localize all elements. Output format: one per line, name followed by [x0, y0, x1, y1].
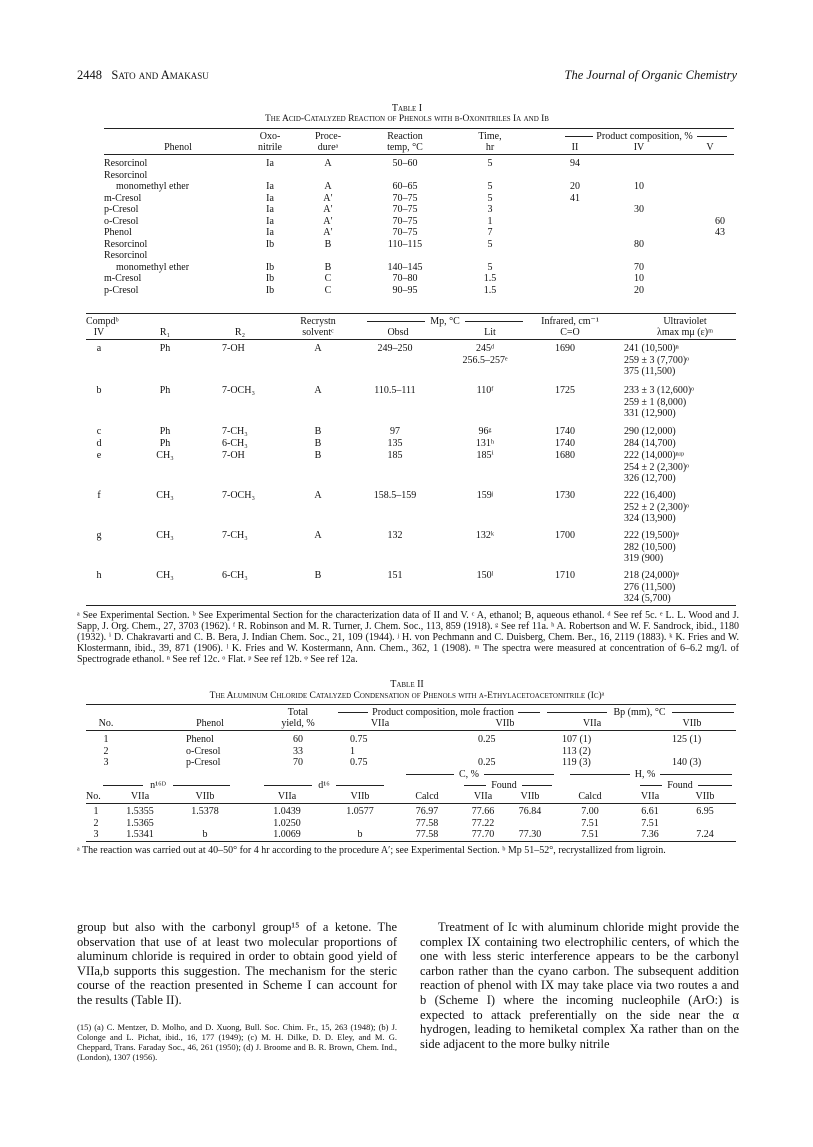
- ii-cell: 94: [570, 158, 580, 169]
- th-hr: hr: [485, 142, 495, 153]
- rule: [86, 339, 736, 340]
- temp-cell: 70–75: [392, 192, 418, 204]
- bp-viia-cell: 113 (2): [562, 745, 591, 757]
- h-calcd-cell: 7.51: [581, 817, 599, 829]
- th-proc2: dureᵃ: [317, 142, 339, 153]
- iv-cell: 10: [634, 273, 644, 284]
- mp-obsd-cell: 135: [387, 438, 403, 449]
- ir-cell: 1740: [555, 438, 575, 449]
- uv-cell: 319 (900): [624, 553, 664, 564]
- time-cell: 1.5: [483, 284, 497, 296]
- h-calcd-cell: 7.51: [581, 829, 599, 840]
- oxonitrile-cell: Ia: [266, 227, 274, 238]
- r1-cell: Ph: [159, 426, 171, 437]
- n-viib-cell: b: [202, 829, 208, 840]
- th-bp-viia: VIIa: [582, 718, 602, 729]
- h-viib-cell: 6.95: [696, 806, 714, 817]
- oxonitrile-cell: Ia: [266, 192, 274, 204]
- mp-obsd-cell: 97: [390, 426, 400, 437]
- time-cell: 7: [487, 227, 493, 238]
- mp-obsd-cell: 249–250: [377, 343, 413, 354]
- rule: [86, 803, 736, 804]
- c-viia-cell: 77.70: [471, 829, 495, 840]
- d-viib-cell: b: [357, 829, 363, 840]
- table1-footnotes: ᵃ See Experimental Section. ᵇ See Experimental Section for the characterization data of II and V. ᶜ A, ethanol; B, aqueous ethanol. ᵈ See ref 5c. ᵉ L. L. Wood and J. Sapp, J. Org. Chem., 27, 3703 (1962). ᶠ R. Robinson and M. R. Turner, J. Chem. Soc., 113, 859 (1918). ᵍ See ref 11a. ʰ A. Robertson and W. F. Sandrock, ibid., 1180 (1932). ⁱ D. Chakravarti and C. B. Bera, J. Indian Chem. Soc., 21, 109 (1944). ʲ H. von Pechmann and C. Duisberg, Chem. Ber., 16, 2119 (1883). ᵏ K. Fries and W. Klostermann, ibid., 39, 871 (1906). ˡ K. Fries and W. Kostermann, Ann. Chem., 362, 1 (1908). ᵐ The spectra were measured at concentration of 6–6.2 mg/l. of Spectrograde ethanol. ⁿ See ref 12c. ᵒ Flat. ᵖ See ref 12b. ᵠ See ref 12a.: [77, 610, 739, 665]
- th2-h-calcd: Calcd: [578, 791, 602, 802]
- th-found-h: Found: [667, 780, 693, 791]
- th-iv: IV: [633, 142, 645, 153]
- no-cell: 2: [93, 817, 99, 829]
- mp-lit-cell: 159ʲ: [476, 490, 494, 501]
- th-obsd: Obsd: [387, 327, 409, 338]
- uv-cell: 222 (14,000)ⁿʴᵖ: [624, 450, 685, 461]
- th-ii: II: [571, 142, 579, 153]
- ir-cell: 1700: [555, 530, 575, 541]
- th-no: No.: [98, 718, 114, 729]
- table2-title: Table II: [390, 679, 424, 690]
- iv-cell: 30: [634, 204, 644, 215]
- th-r2: R₂: [234, 327, 246, 338]
- r1-cell: CH₃: [156, 490, 174, 501]
- uv-cell: 324 (5,700): [624, 593, 671, 604]
- th-lit: Lit: [484, 327, 496, 338]
- th-n: n¹⁶ᴰ: [150, 780, 166, 791]
- temp-cell: 60–65: [392, 181, 418, 192]
- rule: [672, 712, 734, 713]
- r1-cell: CH₃: [156, 450, 174, 461]
- procedure-cell: A′: [323, 215, 333, 227]
- phenol-cell: Resorcinol: [104, 169, 148, 181]
- rule: [465, 321, 523, 322]
- h-calcd-cell: 7.00: [581, 806, 599, 817]
- rule: [640, 785, 662, 786]
- right-paragraph: Treatment of Ic with aluminum chloride might provide the complex IX containing two electrophilic centers, of which the one with less steric interference appears to be the carbonyl carbon rather than the cyano carbon. The subsequent addition reaction of phenol with IX may take place via two routes a and b (Scheme I) where the incoming nucleophile (ArO:) is expected to attack preferentially on the side near the α hydrogen, leading to hemiketal complex Xa rather than on the side adjacent to the more bulky nitrile: [420, 920, 739, 1051]
- compound-cell: c: [96, 426, 102, 437]
- th-proc: Proce-: [314, 131, 342, 142]
- ir-cell: 1680: [555, 450, 575, 461]
- uv-cell: 222 (16,400): [624, 490, 676, 501]
- rule: [103, 785, 143, 786]
- left-paragraph: group but also with the carbonyl group¹⁵ of a ketone. The observation that use of at least two molecular proportions of aluminum chloride is required in order to obtain good yield of VIIa,b supports this suggestion. The mechanism for the steric course of the reaction presented in Scheme I can account for the results (Table II).: [77, 920, 397, 1007]
- ir-cell: 1725: [555, 385, 575, 396]
- th-viib: VIIb: [495, 718, 515, 729]
- procedure-cell: B: [324, 238, 332, 250]
- procedure-cell: A: [324, 158, 332, 169]
- th-lambda: λmax mμ (ε)ᵐ: [657, 327, 713, 338]
- th-solvent: solventᶜ: [302, 327, 334, 338]
- ir-cell: 1710: [555, 570, 575, 581]
- phenol-cell: o-Cresol: [104, 215, 139, 227]
- phenol-cell: p-Cresol: [104, 204, 139, 215]
- phenol-cell: monomethyl ether: [116, 261, 190, 273]
- r2-cell: 7-OH: [222, 343, 245, 354]
- uv-cell: 324 (13,900): [624, 513, 676, 524]
- yield-cell: 60: [293, 734, 303, 745]
- c-viia-cell: 77.66: [471, 806, 495, 817]
- rule: [367, 321, 425, 322]
- th2-h-viia: VIIa: [640, 791, 660, 802]
- viia-cell: 1: [350, 745, 355, 757]
- th-compd: Compdᵇ: [86, 316, 119, 327]
- compound-cell: g: [96, 530, 102, 541]
- c-calcd-cell: 76.97: [415, 806, 439, 817]
- oxonitrile-cell: Ib: [265, 273, 275, 284]
- page-number: 2448: [77, 68, 102, 82]
- th2-d-viia: VIIa: [277, 791, 297, 802]
- procedure-cell: C: [324, 273, 332, 284]
- oxonitrile-cell: Ia: [266, 158, 274, 169]
- h-viia-cell: 7.36: [641, 829, 659, 840]
- phenol-cell: p-Cresol: [104, 284, 139, 296]
- r2-cell: 7-CH₃: [222, 530, 248, 541]
- compound-cell: f: [97, 490, 101, 501]
- mp-lit-cell: 245ᵈ: [475, 343, 495, 354]
- mp-lit-cell: 132ᵏ: [475, 530, 495, 541]
- phenol-cell: Phenol: [186, 734, 214, 745]
- temp-cell: 70–80: [392, 273, 418, 284]
- no-cell: 3: [93, 829, 99, 840]
- iv-cell: 20: [634, 284, 644, 296]
- th-co: C=O: [560, 327, 580, 338]
- no-cell: 1: [103, 734, 109, 745]
- th-yield: yield, %: [281, 718, 315, 729]
- c-calcd-cell: 77.58: [415, 817, 439, 829]
- h-viia-cell: 6.61: [641, 806, 659, 817]
- rule: [336, 785, 384, 786]
- th2-c-viib: VIIb: [520, 791, 540, 802]
- v-cell: 60: [715, 215, 725, 227]
- r2-cell: 6-CH₃: [222, 570, 248, 581]
- compound-cell: e: [96, 450, 102, 461]
- solvent-cell: B: [314, 570, 322, 581]
- temp-cell: 70–75: [392, 204, 418, 215]
- solvent-cell: A: [314, 530, 322, 541]
- rule: [547, 712, 607, 713]
- viib-cell: 0.25: [478, 757, 496, 768]
- rule: [104, 154, 734, 155]
- th-v: V: [706, 142, 714, 153]
- bp-viib-cell: 140 (3): [672, 757, 702, 768]
- h-viia-cell: 7.51: [641, 817, 659, 829]
- rule: [570, 774, 630, 775]
- procedure-cell: A′: [323, 204, 333, 215]
- rule: [86, 605, 736, 606]
- th-temp: temp, °C: [387, 142, 423, 153]
- uv-cell: 254 ± 2 (2,300)ᵒ: [624, 461, 690, 473]
- phenol-cell: m-Cresol: [104, 273, 142, 284]
- th-mp: Mp, °C: [430, 316, 460, 327]
- viia-cell: 0.75: [350, 757, 368, 768]
- bp-viib-cell: 125 (1): [672, 734, 702, 745]
- time-cell: 1: [487, 215, 493, 227]
- time-cell: 3: [487, 204, 493, 215]
- oxonitrile-cell: Ib: [265, 261, 275, 273]
- ii-cell: 20: [570, 181, 580, 192]
- solvent-cell: B: [314, 438, 322, 449]
- th2-n-viib: VIIb: [195, 791, 215, 802]
- page-header: [77, 68, 737, 86]
- mp-obsd-cell: 158.5–159: [373, 490, 417, 501]
- th2-c-viia: VIIa: [473, 791, 493, 802]
- solvent-cell: B: [314, 426, 322, 437]
- th-iv2: IV: [93, 327, 105, 338]
- oxonitrile-cell: Ia: [266, 215, 274, 227]
- ir-cell: 1690: [555, 343, 575, 354]
- rule: [264, 785, 312, 786]
- h-viib-cell: 7.24: [696, 829, 714, 840]
- d-viia-cell: 1.0069: [273, 829, 301, 840]
- mp-lit-cell: 96ᵍ: [478, 426, 492, 437]
- ir-cell: 1730: [555, 490, 575, 501]
- oxonitrile-cell: Ib: [265, 284, 275, 296]
- r1-cell: Ph: [159, 343, 171, 354]
- ir-cell: 1740: [555, 426, 575, 437]
- th-oxo2: nitrile: [258, 142, 282, 153]
- oxonitrile-cell: Ia: [266, 181, 274, 192]
- d-viia-cell: 1.0250: [273, 817, 301, 829]
- journal-name: The Journal of Organic Chemistry: [564, 68, 737, 82]
- procedure-cell: A′: [323, 192, 333, 204]
- c-viia-cell: 77.22: [471, 817, 495, 829]
- rule: [86, 704, 736, 705]
- rule: [86, 313, 736, 314]
- uv-cell: 259 ± 1 (8,000): [624, 396, 687, 408]
- uv-cell: 290 (12,000): [624, 426, 676, 437]
- uv-cell: 326 (12,700): [624, 473, 676, 484]
- n-viia-cell: 1.5341: [126, 829, 154, 840]
- no-cell: 1: [93, 806, 99, 817]
- iv-cell: 80: [634, 238, 644, 250]
- time-cell: 5: [487, 261, 493, 273]
- th-viia: VIIa: [370, 718, 390, 729]
- v-cell: 43: [715, 227, 725, 238]
- th-oxo: Oxo-: [259, 131, 281, 142]
- solvent-cell: B: [314, 450, 322, 461]
- th-product: Product composition, %: [596, 131, 693, 142]
- compound-cell: d: [96, 438, 102, 449]
- yield-cell: 70: [293, 757, 303, 768]
- uv-cell: 276 (11,500): [624, 581, 676, 593]
- rule: [484, 774, 554, 775]
- iv-cell: 10: [634, 181, 644, 192]
- uv-cell: 233 ± 3 (12,600)ᵒ: [624, 385, 695, 396]
- r1-cell: Ph: [159, 385, 171, 396]
- time-cell: 1.5: [483, 273, 497, 284]
- table2-footnotes: ᵃ The reaction was carried out at 40–50° for 4 hr according to the procedure A′; see Experimental Section. ᵇ Mp 51–52°, recrystallized from ligroin.: [77, 845, 666, 856]
- th-product2: Product composition, mole fraction: [372, 707, 514, 718]
- rule: [104, 128, 734, 129]
- th2-h-viib: VIIb: [695, 791, 715, 802]
- time-cell: 5: [487, 238, 493, 250]
- uv-cell: 218 (24,000)ᵠ: [624, 570, 680, 581]
- th-h: H, %: [634, 769, 656, 780]
- solvent-cell: A: [314, 490, 322, 501]
- rule: [86, 841, 736, 842]
- compound-cell: b: [96, 385, 102, 396]
- phenol-cell: monomethyl ether: [116, 181, 190, 192]
- th-total: Total: [287, 707, 309, 718]
- rule: [518, 712, 540, 713]
- time-cell: 5: [487, 181, 493, 192]
- th-bp: Bp (mm), °C: [613, 707, 666, 718]
- temp-cell: 50–60: [392, 158, 418, 169]
- th2-no: No.: [86, 791, 101, 802]
- mp-lit-cell: 150ˡ: [476, 570, 494, 581]
- no-cell: 2: [103, 745, 109, 757]
- phenol-cell: Resorcinol: [104, 158, 148, 169]
- oxonitrile-cell: Ib: [265, 238, 275, 250]
- r1-cell: CH₃: [156, 530, 174, 541]
- th-bp-viib: VIIb: [682, 718, 702, 729]
- left-column: [77, 920, 397, 1062]
- phenol-cell: o-Cresol: [186, 745, 221, 757]
- time-cell: 5: [487, 158, 493, 169]
- rule: [338, 712, 368, 713]
- c-calcd-cell: 77.58: [415, 829, 439, 840]
- table2-caption: The Aluminum Chloride Catalyzed Condensation of Phenols with α-Ethylacetoacetonitrile (Ic)ᵃ: [209, 691, 605, 701]
- th-uv: Ultraviolet: [663, 316, 707, 327]
- mp-lit-cell: 256.5–257ᵉ: [462, 354, 508, 366]
- table1-title: Table I: [391, 103, 423, 114]
- c-viib-cell: 77.30: [518, 829, 542, 840]
- yield-cell: 33: [293, 745, 303, 757]
- r2-cell: 7-OCH₃: [222, 490, 255, 501]
- phenol-cell: Resorcinol: [104, 250, 148, 261]
- rule: [173, 785, 230, 786]
- rule: [565, 136, 593, 137]
- bp-viia-cell: 119 (3): [562, 757, 591, 768]
- th-r1: R₁: [159, 327, 171, 338]
- mp-obsd-cell: 110.5–111: [374, 385, 416, 396]
- phenol-cell: Resorcinol: [104, 238, 148, 250]
- procedure-cell: C: [324, 284, 332, 296]
- procedure-cell: B: [324, 261, 332, 273]
- authors: Sato and Amakasu: [111, 68, 209, 82]
- c-viib-cell: 76.84: [518, 806, 542, 817]
- time-cell: 5: [487, 192, 493, 204]
- n-viib-cell: 1.5378: [191, 806, 219, 817]
- th-found: Found: [491, 780, 517, 791]
- d-viia-cell: 1.0439: [273, 806, 301, 817]
- th2-n-viia: VIIa: [130, 791, 150, 802]
- solvent-cell: A: [314, 385, 322, 396]
- phenol-cell: Phenol: [104, 227, 132, 238]
- r1-cell: CH₃: [156, 570, 174, 581]
- compound-cell: a: [96, 343, 102, 354]
- rule: [697, 136, 727, 137]
- compound-cell: h: [96, 570, 102, 581]
- th-phenol: Phenol: [164, 142, 192, 153]
- mp-lit-cell: 110ᶠ: [476, 385, 494, 396]
- mp-obsd-cell: 132: [387, 530, 403, 541]
- th-recrystn: Recrystn: [300, 316, 336, 327]
- th2-c-calcd: Calcd: [415, 791, 439, 802]
- uv-cell: 284 (14,700): [624, 438, 676, 449]
- ii-cell: 41: [570, 192, 580, 204]
- th-d: d¹⁶: [318, 780, 330, 791]
- phenol-cell: p-Cresol: [186, 757, 221, 768]
- th-ir: Infrared, cm⁻¹: [541, 316, 599, 327]
- uv-cell: 375 (11,500): [624, 366, 676, 377]
- viib-cell: 0.25: [478, 734, 496, 745]
- th-c: C, %: [459, 769, 479, 780]
- iv-cell: 70: [634, 261, 644, 273]
- mp-obsd-cell: 185: [387, 450, 403, 461]
- uv-cell: 259 ± 3 (7,700)ᵒ: [624, 354, 690, 366]
- rule: [522, 785, 552, 786]
- temp-cell: 140–145: [387, 261, 423, 273]
- mp-obsd-cell: 151: [387, 570, 403, 581]
- temp-cell: 70–75: [392, 215, 418, 227]
- r2-cell: 7-OCH₃: [222, 385, 255, 396]
- d-viib-cell: 1.0577: [346, 806, 374, 817]
- rule: [406, 774, 454, 775]
- table1-caption: The Acid-Catalyzed Reaction of Phenols with β-Oxonitriles Ia and Ib: [265, 114, 549, 124]
- th-time: Time,: [478, 131, 502, 142]
- bp-viia-cell: 107 (1): [562, 734, 592, 745]
- r1-cell: Ph: [159, 438, 171, 449]
- procedure-cell: A: [324, 181, 332, 192]
- uv-cell: 222 (19,500)ᵠ: [624, 530, 680, 541]
- rule: [464, 785, 486, 786]
- uv-cell: 282 (10,500): [624, 541, 676, 553]
- no-cell: 3: [103, 757, 109, 768]
- uv-cell: 241 (10,500)ⁿ: [624, 343, 679, 354]
- r2-cell: 7-CH₃: [222, 426, 248, 437]
- rule: [660, 774, 732, 775]
- viia-cell: 0.75: [350, 734, 368, 745]
- th2-d-viib: VIIb: [350, 791, 370, 802]
- rule: [698, 785, 732, 786]
- mp-lit-cell: 185ⁱ: [476, 450, 494, 461]
- temp-cell: 90–95: [392, 284, 418, 296]
- phenol-cell: m-Cresol: [104, 192, 142, 204]
- th-reaction: Reaction: [387, 131, 423, 142]
- uv-cell: 331 (12,900): [624, 408, 676, 419]
- solvent-cell: A: [314, 343, 322, 354]
- rule: [86, 730, 736, 731]
- header-left: [77, 68, 209, 83]
- r2-cell: 7-OH: [222, 450, 245, 461]
- n-viia-cell: 1.5355: [126, 806, 154, 817]
- temp-cell: 70–75: [392, 227, 418, 238]
- n-viia-cell: 1.5365: [126, 817, 154, 829]
- reference-15: (15) (a) C. Mentzer, D. Molho, and D. Xuong, Bull. Soc. Chim. Fr., 15, 263 (1948); (b) J. Colonge and L. Pichat, ibid., 16, 177 (1949); (c) M. H. Dilke, D. D. Eley, and M. G. Cheppard, Trans. Faraday Soc., 46, 261 (1950); (d) J. Broome and B. R. Brown, Chem. Ind., (London), 1307 (1956).: [77, 1021, 397, 1062]
- r2-cell: 6-CH₃: [222, 438, 248, 449]
- procedure-cell: A′: [323, 227, 333, 238]
- th-phenol2: Phenol: [196, 718, 224, 729]
- uv-cell: 252 ± 2 (2,300)ᵒ: [624, 501, 690, 513]
- temp-cell: 110–115: [387, 238, 423, 250]
- oxonitrile-cell: Ia: [266, 204, 274, 215]
- mp-lit-cell: 131ʰ: [475, 438, 495, 449]
